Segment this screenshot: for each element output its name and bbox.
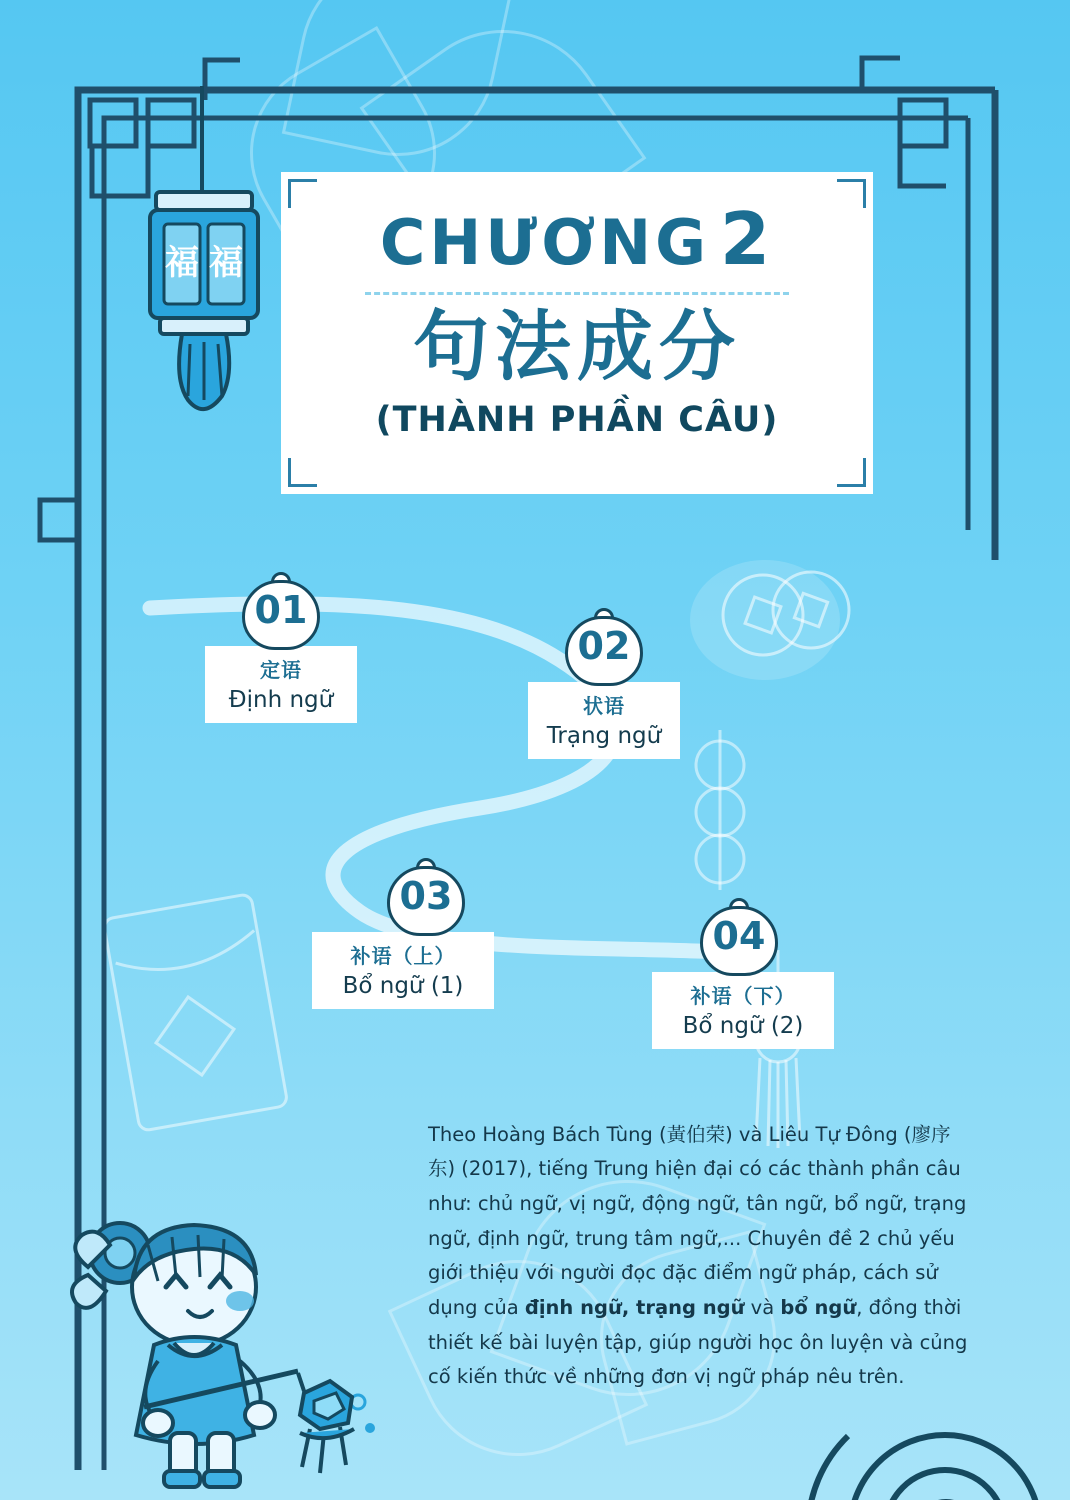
intro-bold-1: định ngữ, trạng ngữ <box>524 1296 745 1320</box>
section-badge-01[interactable] <box>205 572 357 723</box>
bun-icon <box>387 858 465 936</box>
svg-text:福: 福 <box>165 243 199 283</box>
section-number: 02 <box>577 624 631 668</box>
svg-text:福: 福 <box>209 243 243 283</box>
chapter-word: CHƯƠNG <box>379 206 710 279</box>
chapter-heading <box>281 197 873 281</box>
section-label-cn: 状语 <box>583 694 625 718</box>
section-badge-02[interactable] <box>528 608 680 759</box>
section-number: 03 <box>399 874 453 918</box>
intro-bold-2: bổ ngữ <box>780 1296 857 1320</box>
chapter-number: 2 <box>720 197 775 281</box>
intro-part-3: , đồng thời thiết kế bài luyện tập, giúp người học ôn luyện và củng cố kiến thức về những đơn vị ngữ pháp nêu trên. <box>428 1296 968 1389</box>
section-badge-04[interactable] <box>652 898 834 1049</box>
section-label-box <box>205 646 357 723</box>
section-label-box <box>652 972 834 1049</box>
bun-icon <box>700 898 778 976</box>
intro-part-2: và <box>744 1296 781 1320</box>
card-corner-bottom-left <box>288 458 317 487</box>
title-divider <box>365 292 789 295</box>
bun-icon <box>565 608 643 686</box>
section-label-cn: 补语（下） <box>690 984 796 1008</box>
section-number: 01 <box>254 588 308 632</box>
chinese-title: 句法成分 <box>413 301 741 391</box>
girl-mascot-illustration <box>48 1175 388 1500</box>
section-label-cn: 补语（上） <box>350 944 456 968</box>
section-label-box <box>312 932 494 1009</box>
section-label-box <box>528 682 680 759</box>
intro-paragraph <box>428 1118 973 1396</box>
section-badge-03[interactable] <box>312 858 494 1009</box>
section-label-vn: Bổ ngữ (2) <box>682 1013 804 1039</box>
card-corner-top-right <box>837 179 866 208</box>
vietnamese-title: (THÀNH PHẦN CÂU) <box>375 399 779 440</box>
intro-part-1: Theo Hoàng Bách Tùng (黃伯荣) và Liêu Tự Đông (廖序东) (2017), tiếng Trung hiện đại có các thành phần câu như: chủ ngữ, vị ngữ, động ngữ, tân ngữ, bổ ngữ, trạng ngữ, định ngữ, trung tâm ngữ,... Chuyên đề 2 chủ yếu giới thiệu với người đọc đặc điểm ngữ pháp, cách sử dụng của <box>428 1122 967 1320</box>
card-corner-bottom-right <box>837 458 866 487</box>
section-label-vn: Trạng ngữ <box>546 723 662 749</box>
bun-icon <box>242 572 320 650</box>
card-corner-top-left <box>288 179 317 208</box>
section-number: 04 <box>712 914 766 958</box>
section-label-vn: Bổ ngữ (1) <box>342 973 464 999</box>
section-label-vn: Định ngữ <box>228 687 334 713</box>
section-label-cn: 定语 <box>260 658 302 682</box>
title-card <box>281 172 873 494</box>
